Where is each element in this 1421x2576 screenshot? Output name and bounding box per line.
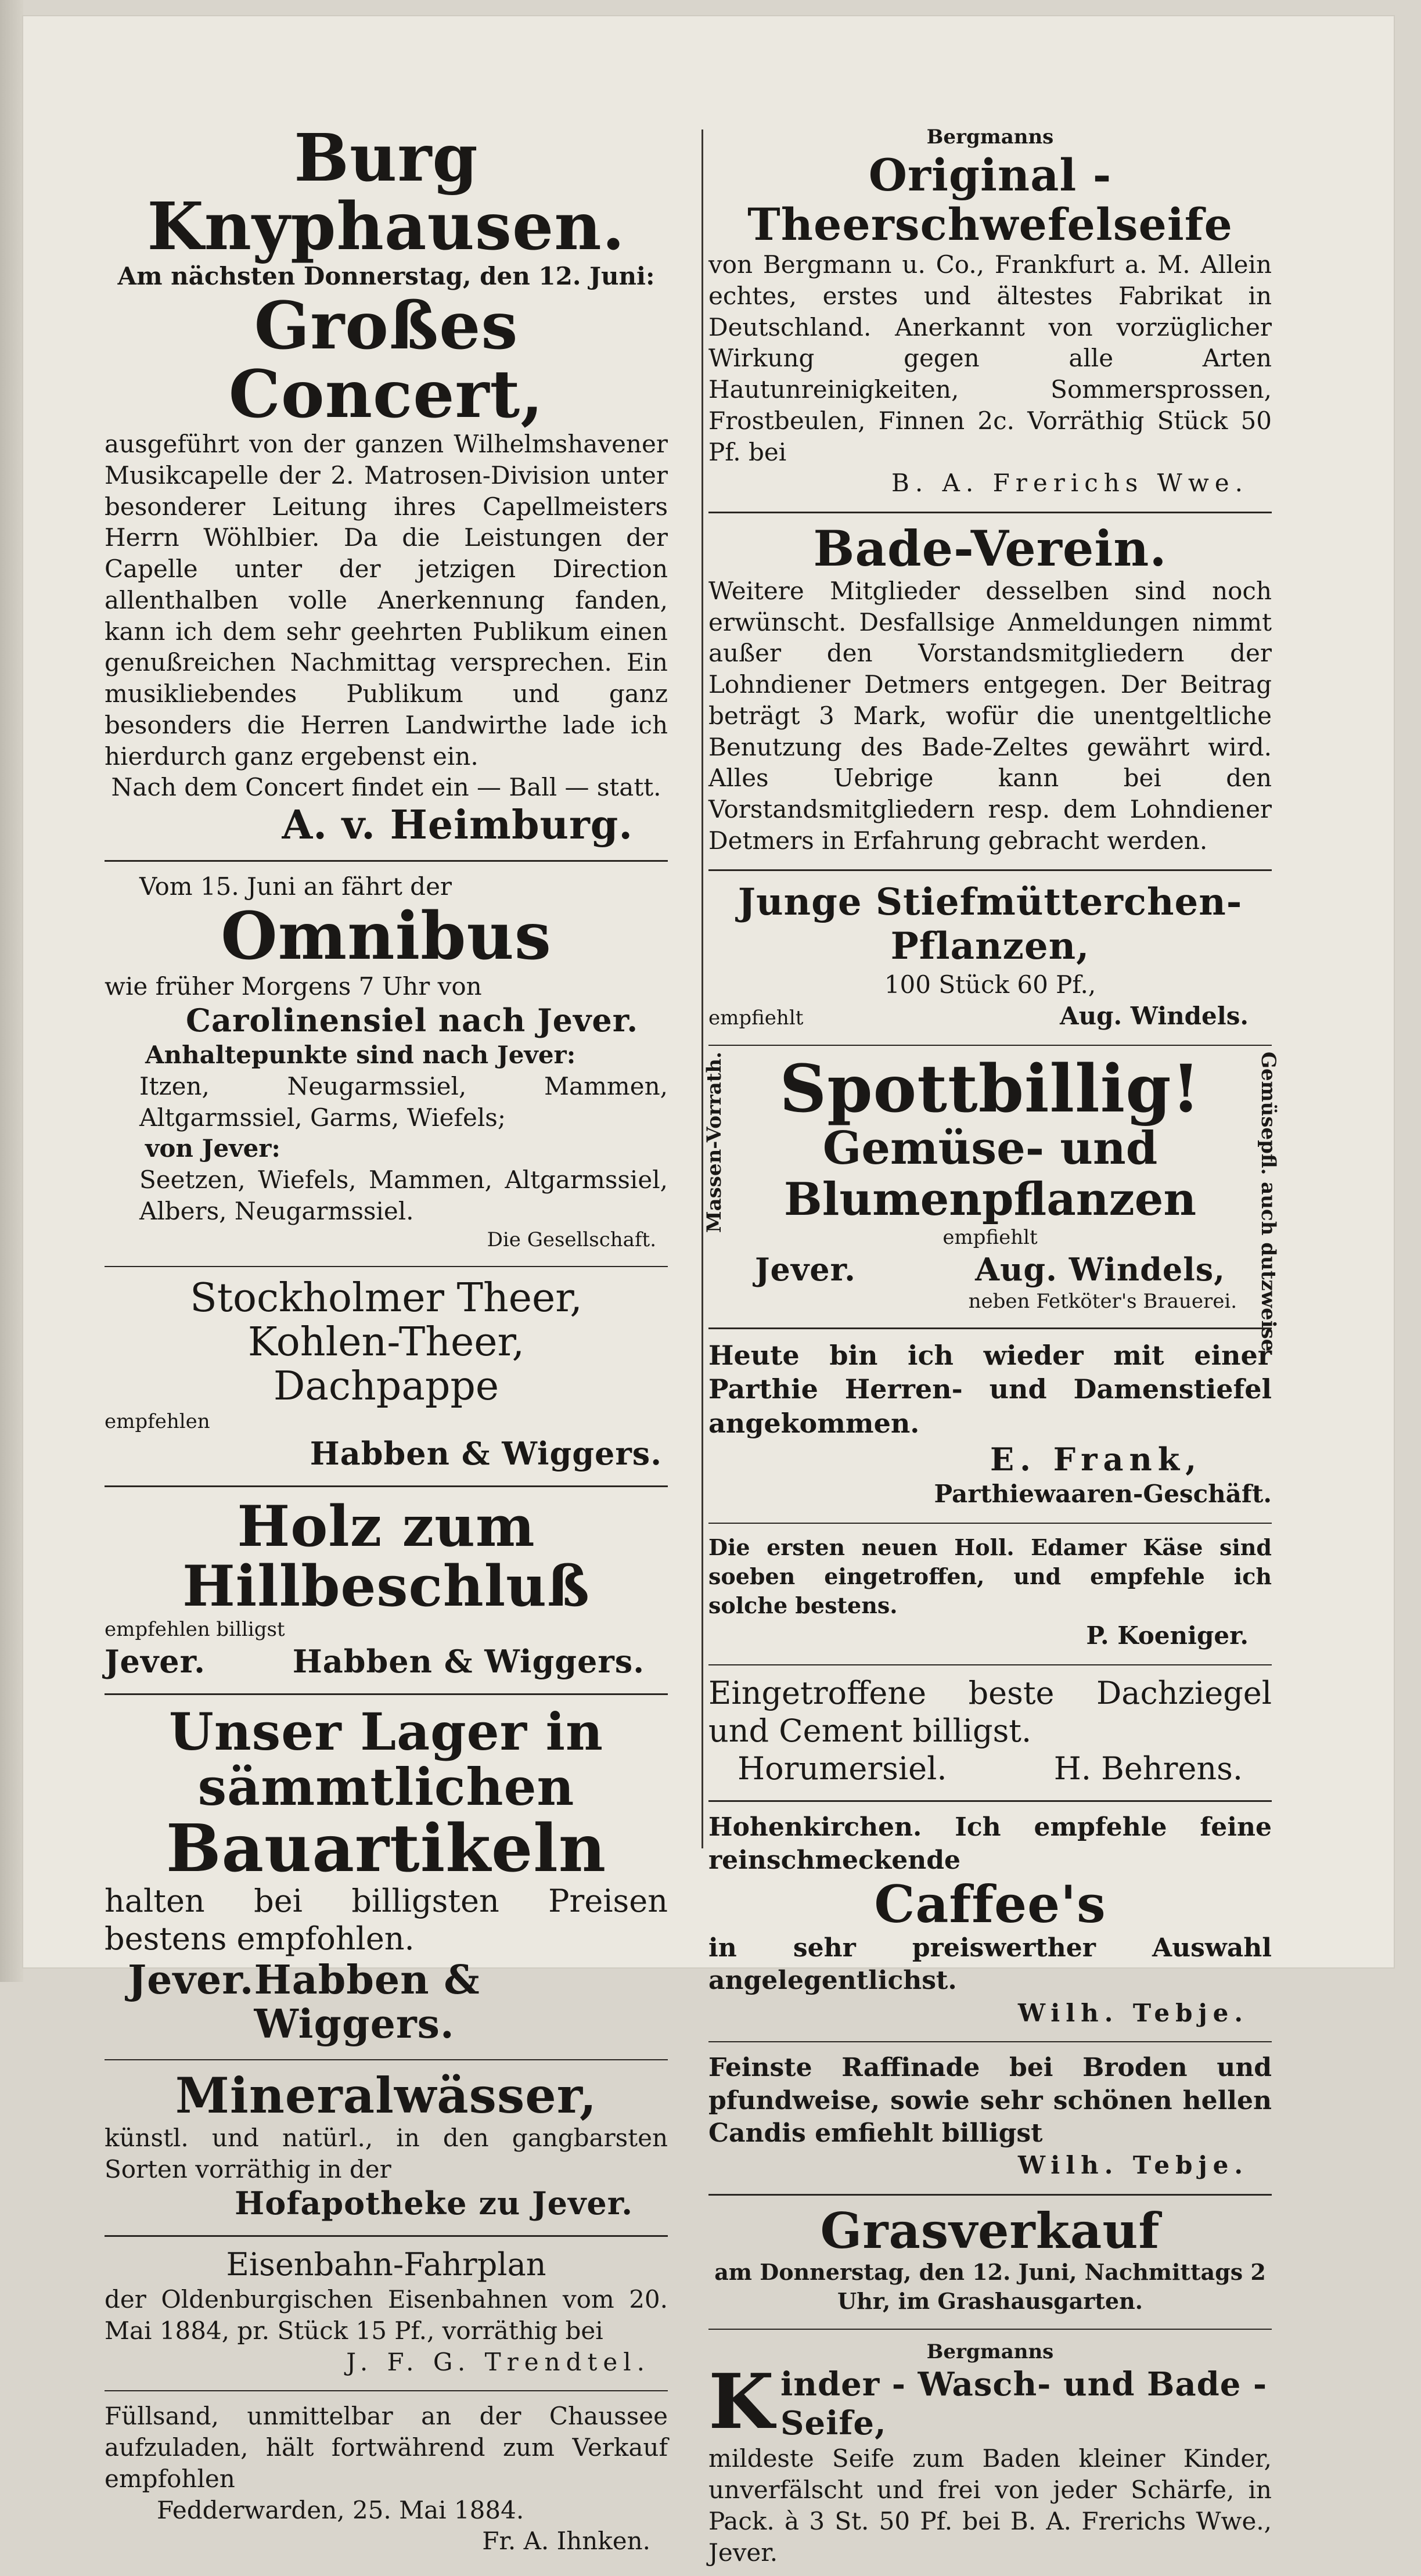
ad-text: Eingetroffene beste Dachziegel und Cement billigst. — [708, 1674, 1272, 1749]
ad-route: Carolinensiel nach Jever. — [186, 1002, 639, 1039]
ad-side-text-left: Massen-Vorrath. — [703, 1051, 726, 1233]
ad-text: in sehr preiswerther Auswahl angelegentlichst. — [708, 1933, 1272, 1996]
ad-initial: K — [708, 2356, 775, 2446]
ad-divider — [708, 1523, 1272, 1524]
ad-pre: Bergmanns — [926, 125, 1054, 149]
ad-headline: Großes Concert, — [228, 287, 544, 433]
ad-line: Gemüse- und — [822, 1122, 1158, 1175]
ad-signature: Habben & Wiggers. — [292, 1642, 645, 1680]
ad-divider — [708, 869, 1272, 871]
ad-place: Jever. — [755, 1250, 856, 1288]
ad-signature: P. Koeniger. — [1086, 1621, 1249, 1650]
ad-date-line: Am nächsten Donnerstag, den 12. Juni: — [117, 262, 655, 291]
ad-headline: Bade-Verein. — [813, 520, 1167, 578]
ad-text: ausgeführt von der ganzen Wilhelmshavener Musikcapelle der 2. Matrosen-Division unter besonderer Leitung ihres Capellmeisters Herrn Wöhlbier. Da die Leistungen der Capelle unter der jetzigen Direction allenthalben volle Anerkennung fanden, kann ich dem sehr geehrten Publikum einen genußreichen Nachmittag versprechen. Ein musikliebendes Publikum und ganz besonders die Herren Landwirthe lade ich hierdurch ganz ergebenst ein. — [105, 430, 668, 771]
ad-headline: Junge Stiefmütterchen-Pflanzen, — [738, 880, 1243, 969]
ad-signature: Aug. Windels, — [975, 1250, 1225, 1288]
ad-dachziegel — [708, 1671, 1272, 1796]
ad-place: Jever. — [128, 1956, 254, 2003]
ad-headline: Omnibus — [221, 898, 552, 975]
ad-divider — [708, 1800, 1272, 1802]
ad-headline: Grasverkauf — [820, 2202, 1160, 2260]
ad-text: empfehlen billigst — [105, 1618, 285, 1642]
ad-divider — [708, 1664, 1272, 1665]
ad-omnibus — [105, 868, 668, 1261]
ad-divider — [708, 2041, 1272, 2042]
ad-grasverkauf — [708, 2201, 1272, 2324]
ad-signature: J. F. G. Trendtel. — [346, 2347, 650, 2376]
ad-divider — [105, 2059, 668, 2060]
ad-signature: Aug. Windels. — [1060, 1001, 1249, 1030]
ad-signature: E. Frank, — [990, 1441, 1202, 1478]
ad-headline: Original - Theerschwefelseife — [747, 149, 1233, 250]
ad-signature: B. A. Frerichs Wwe. — [891, 469, 1249, 498]
ad-text: der Oldenburgischen Eisenbahnen vom 20. Mai 1884, pr. Stück 15 Pf., vorräthig bei — [105, 2285, 668, 2345]
ad-headline: inder - Wasch- und Bade - Seife, — [780, 2365, 1268, 2443]
ad-divider — [105, 860, 668, 862]
ad-holz — [105, 1493, 668, 1689]
ad-line: Dachpappe — [273, 1363, 499, 1409]
ad-stops: Itzen, Neugarmssiel, Mammen, Altgarmssiel, Garms, Wiefels; — [139, 1071, 668, 1132]
ad-text: von Bergmann u. Co., Frankfurt a. M. Allein echtes, erstes und ältestes Fabrikat in Deutschland. Anerkannt von vorzüglicher Wirkung gegen alle Arten Hautunreinigkeiten, Sommersprossen, Frostbeulen, Finnen 2c. Vorräthig Stück 50 Pf. bei — [708, 250, 1272, 466]
ad-signature: A. v. Heimburg. — [282, 802, 633, 849]
ad-intro: Vom 15. Juni an fährt der — [139, 872, 452, 901]
page-binding — [0, 0, 23, 1982]
ad-stiefmuetterchen — [708, 877, 1272, 1040]
ad-signature: Die Gesellschaft. — [487, 1228, 656, 1251]
ad-line: wie früher Morgens 7 Uhr von — [105, 972, 482, 1001]
ad-text: mildeste Seife zum Baden kleiner Kinder, unverfälscht und frei von jeder Schärfe, in Pack. à 3 St. 50 Pf. bei B. A. Frerichs Wwe., Jever. — [708, 2444, 1272, 2567]
ad-pre: Bergmanns — [926, 2340, 1054, 2364]
ad-signature: H. Behrens. — [1053, 1750, 1243, 1787]
ad-divider — [105, 2235, 668, 2237]
ad-title: Burg Knyphausen. — [147, 120, 625, 265]
ad-signature: Hofapotheke zu Jever. — [235, 2185, 633, 2222]
ad-from-title: von Jever: — [145, 1134, 280, 1163]
left-column — [105, 120, 668, 2556]
ad-kinderseife — [708, 2336, 1272, 2576]
ad-recommend: empfehlen — [105, 1410, 210, 1434]
ad-line: Kohlen-Theer, — [247, 1319, 525, 1365]
ad-text: Feinste Raffinade bei Broden und pfundweise, sowie sehr schönen hellen Candis emfiehlt billigst — [708, 2053, 1272, 2148]
ad-place-date: Fedderwarden, 25. Mai 1884. — [157, 2495, 524, 2524]
ad-text: Füllsand, unmittelbar an der Chaussee aufzuladen, hält fortwährend zum Verkauf empfohlen — [105, 2402, 668, 2493]
ad-signature: Habben & Wiggers. — [310, 1434, 662, 1472]
ad-place: Jever. — [105, 1642, 206, 1680]
ad-divider — [105, 1485, 668, 1487]
ad-headline: Mineralwässer, — [175, 2067, 598, 2125]
ad-divider — [105, 2390, 668, 2391]
ad-text: Heute bin ich wieder mit einer Parthie Herren- und Damenstiefel angekommen. — [708, 1339, 1272, 1440]
ad-from-stops: Seetzen, Wiefels, Mammen, Altgarmssiel, Albers, Neugarmssiel. — [139, 1165, 668, 1225]
ad-headline: Holz zum Hillbeschluß — [182, 1493, 590, 1620]
ad-signature: Fr. A. Ihnken. — [482, 2527, 650, 2556]
right-column — [703, 121, 1280, 2567]
ad-text: halten bei billigsten Preisen bestens empfohlen. — [105, 1883, 668, 1958]
column-divider — [701, 129, 703, 1848]
ad-side-text-right: Gemüsepfl. auch dutzweise. — [1257, 1051, 1280, 1358]
ad-raffinade — [708, 2048, 1272, 2189]
ad-theerschwefelseife — [708, 121, 1272, 507]
ad-burg-knyphausen — [105, 121, 668, 855]
ad-headline-2: Bauartikeln — [166, 1810, 607, 1887]
ad-text: Weitere Mitglieder desselben sind noch erwünscht. Desfallsige Anmeldungen nimmt außer den Vorstandsmitgliedern der Lohndiener Detmers entgegen. Der Beitrag beträgt 3 Mark, wofür die unentgeltliche Benutzung des Bade-Zeltes gewährt wird. Alles Uebrige kann bei den Vorstandsmitgliedern resp. dem Lohndiener Detmers in Erfahrung gebracht werden. — [708, 576, 1272, 855]
ad-line: Blumenpflanzen — [783, 1172, 1197, 1226]
ad-divider — [708, 2194, 1272, 2196]
ad-after-text: Nach dem Concert findet ein — Ball — statt. — [111, 773, 661, 802]
ad-mineralwasser — [105, 2066, 668, 2230]
ad-intro: Hohenkirchen. Ich empfehle feine reinschmeckende — [708, 1812, 1272, 1875]
ad-fahrplan — [105, 2243, 668, 2386]
ad-divider — [708, 1045, 1272, 1046]
ad-recommend: empfiehlt — [708, 1006, 804, 1030]
ad-signature: Wilh. Tebje. — [1017, 2151, 1249, 2180]
ad-headline: Spottbillig! — [779, 1050, 1201, 1127]
ad-theer — [105, 1273, 668, 1481]
ad-frank — [708, 1335, 1272, 1518]
ad-kaese — [708, 1530, 1272, 1660]
ad-badeverein — [708, 519, 1272, 864]
ad-text: am Donnerstag, den 12. Juni, Nachmittags 2 Uhr, im Grashausgarten. — [714, 2258, 1266, 2314]
ad-headline: Unser Lager in sämmtlichen — [168, 1701, 604, 1817]
ad-text: künstl. und natürl., in den gangbarsten Sorten vorräthig in der — [105, 2123, 668, 2183]
ad-stops-title: Anhaltepunkte sind nach Jever: — [145, 1041, 576, 1070]
ad-divider — [708, 2329, 1272, 2330]
ad-headline: Eisenbahn-Fahrplan — [226, 2246, 546, 2283]
ad-price: 100 Stück 60 Pf., — [884, 970, 1096, 999]
ad-divider — [105, 1266, 668, 1267]
ad-divider — [708, 1327, 1272, 1329]
ad-signature: Habben & Wiggers. — [254, 1956, 480, 2048]
ad-fuellsand — [105, 2397, 668, 2565]
ad-line: Stockholmer Theer, — [190, 1275, 582, 1321]
ad-company: Parthiewaaren-Geschäft. — [934, 1479, 1272, 1508]
ad-divider — [105, 1693, 668, 1695]
ad-caffee — [708, 1808, 1272, 2037]
ad-spottbillig — [703, 1050, 1280, 1358]
ad-signature: Wilh. Tebje. — [1017, 1998, 1249, 2027]
ad-text: Die ersten neuen Holl. Edamer Käse sind soeben eingetroffen, und empfehle ich solche bestens. — [708, 1534, 1272, 1618]
ad-recommend: empfiehlt — [942, 1225, 1038, 1249]
ad-place: Horumersiel. — [738, 1750, 947, 1787]
newspaper-page[interactable] — [23, 16, 1394, 2567]
ad-divider — [708, 512, 1272, 513]
ad-bauartikel — [105, 1701, 668, 2055]
ad-address: neben Fetköter's Brauerei. — [968, 1289, 1237, 1313]
ad-headline: Caffee's — [874, 1873, 1106, 1934]
